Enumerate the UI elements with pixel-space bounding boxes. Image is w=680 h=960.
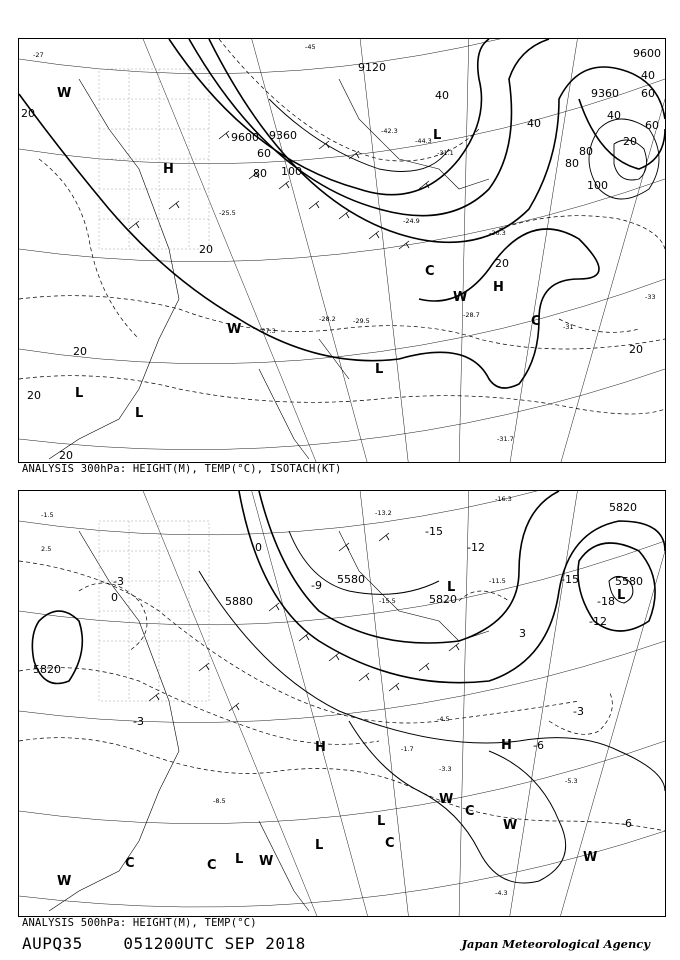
temp-reading: -16.3 [495, 495, 512, 503]
high-pressure-symbol: H [163, 162, 174, 177]
low-pressure-symbol: L [135, 406, 144, 421]
isotach-label: 40 [435, 89, 449, 102]
high-pressure-symbol: H [315, 740, 326, 755]
low-pressure-symbol: L [75, 386, 84, 401]
temp-contour-label: -6 [621, 817, 632, 830]
low-pressure-symbol: L [315, 838, 324, 853]
temp-reading: -31 [563, 323, 574, 331]
height-label: 5820 [429, 593, 457, 606]
isotach-label: 80 [565, 157, 579, 170]
low-pressure-symbol: L [617, 588, 626, 603]
isotach-label: 20 [59, 449, 73, 462]
chart-identifier [22, 934, 306, 953]
temp-reading: -27 [33, 51, 44, 59]
cold-center-symbol: C [531, 314, 541, 329]
low-pressure-symbol: L [235, 852, 244, 867]
temp-reading: -4.3 [495, 889, 508, 897]
temp-contour-label: -15 [561, 573, 579, 586]
temp-contour-label: -6 [533, 739, 544, 752]
temp-reading: -4.5 [437, 715, 450, 723]
temp-reading: 2.5 [41, 545, 52, 553]
map-500hpa [18, 490, 666, 917]
valid-time: 051200UTC SEP 2018 [123, 934, 306, 953]
temp-reading: -45 [305, 43, 316, 51]
isotach-label: 20 [199, 243, 213, 256]
temp-reading: -13.2 [375, 509, 392, 517]
isotach-label: 20 [73, 345, 87, 358]
temp-contour-label: -3 [113, 575, 124, 588]
graticule [19, 39, 665, 462]
height-label: 9600 [231, 131, 259, 144]
high-pressure-symbol: H [493, 280, 504, 295]
high-pressure-symbol: H [501, 738, 512, 753]
warm-center-symbol: W [259, 854, 274, 869]
temp-reading: -29.5 [353, 317, 370, 325]
temp-contour-label: 0 [111, 591, 118, 604]
isotach-label: 60 [257, 147, 271, 160]
height-label: 5880 [225, 595, 253, 608]
temp-reading: -33 [645, 293, 656, 301]
warm-center-symbol: W [439, 792, 454, 807]
temp-reading: -42.3 [381, 127, 398, 135]
temp-reading: -31.7 [497, 435, 514, 443]
height-label: 5580 [337, 573, 365, 586]
height-label: 9360 [591, 87, 619, 100]
low-pressure-symbol: L [433, 128, 442, 143]
isotach-label: 40 [527, 117, 541, 130]
agency-name: Japan Meteorological Agency [461, 937, 650, 951]
low-pressure-symbol: L [375, 362, 384, 377]
cold-center-symbol: C [465, 804, 475, 819]
temp-reading: -5.3 [565, 777, 578, 785]
temp-reading: -3.3 [439, 765, 452, 773]
temp-contour-label: -12 [589, 615, 607, 628]
height-label: 5580 [615, 575, 643, 588]
warm-center-symbol: W [227, 322, 242, 337]
isotach-label: 20 [495, 257, 509, 270]
low-pressure-symbol: L [447, 580, 456, 595]
isotach-label: 60 [641, 87, 655, 100]
height-label: 5820 [33, 663, 61, 676]
height-contours [32, 491, 665, 684]
height-label: 9120 [358, 61, 386, 74]
cold-center-symbol: C [385, 836, 395, 851]
graticule [19, 491, 665, 916]
terrain-hatch [99, 521, 209, 701]
isotach-label: 100 [281, 165, 302, 178]
isotach-label: 80 [253, 167, 267, 180]
isotach-label: 20 [629, 343, 643, 356]
height-label: 9600 [633, 47, 661, 60]
map-300hpa [18, 38, 666, 463]
warm-center-symbol: W [503, 818, 518, 833]
height-label: 5820 [609, 501, 637, 514]
temp-reading: -31.1 [437, 149, 454, 157]
warm-center-symbol: W [57, 874, 72, 889]
temp-contour-label: 0 [255, 541, 262, 554]
temp-contour-label: -3 [573, 705, 584, 718]
warm-center-symbol: W [453, 290, 468, 305]
chart-id: AUPQ35 [22, 934, 83, 953]
temp-contour-label: -9 [311, 579, 322, 592]
height-contours [19, 39, 665, 388]
temp-reading: -28.7 [463, 311, 480, 319]
temp-reading: -25.5 [219, 209, 236, 217]
map-300hpa-svg [19, 39, 665, 462]
low-pressure-symbol: L [377, 814, 386, 829]
temp-reading: -44.3 [415, 137, 432, 145]
temp-reading: -1.7 [401, 745, 414, 753]
isotach-label: 20 [21, 107, 35, 120]
cold-center-symbol: C [207, 858, 217, 873]
temp-contour-label: -18 [597, 595, 615, 608]
temp-contour-label: -15 [425, 525, 443, 538]
temp-reading: -27.3 [259, 327, 276, 335]
cold-center-symbol: C [125, 856, 135, 871]
temp-contour-label: -3 [133, 715, 144, 728]
cold-center-symbol: C [425, 264, 435, 279]
isotach-label: 40 [641, 69, 655, 82]
temp-reading: -8.5 [213, 797, 226, 805]
temp-contour-label: -12 [467, 541, 485, 554]
isotach-label: 100 [587, 179, 608, 192]
height-label: 9360 [269, 129, 297, 142]
temp-contour-label: 3 [519, 627, 526, 640]
caption-300hpa: ANALYSIS 300hPa: HEIGHT(M), TEMP(°C), ISOTACH(KT) [22, 463, 342, 475]
temp-reading: -1.5 [41, 511, 54, 519]
map-500hpa-svg [19, 491, 665, 916]
temp-reading: -26.3 [489, 229, 506, 237]
warm-center-symbol: W [57, 86, 72, 101]
isotach-label: 20 [27, 389, 41, 402]
warm-center-symbol: W [583, 850, 598, 865]
temp-reading: -11.5 [489, 577, 506, 585]
isotach-label: 20 [623, 135, 637, 148]
temp-reading: -24.9 [403, 217, 420, 225]
isotach-label: 40 [607, 109, 621, 122]
isotach-label: 80 [579, 145, 593, 158]
temp-reading: -28.2 [319, 315, 336, 323]
caption-500hpa: ANALYSIS 500hPa: HEIGHT(M), TEMP(°C) [22, 917, 257, 929]
temp-reading: -15.5 [379, 597, 396, 605]
isotach-label: 60 [645, 119, 659, 132]
terrain-hatch [99, 69, 209, 249]
